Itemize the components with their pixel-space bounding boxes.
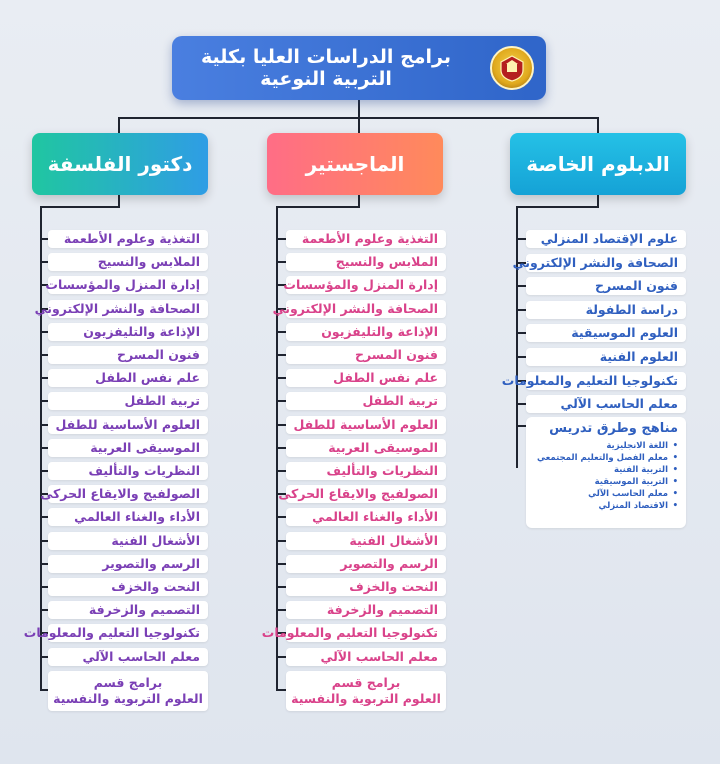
phd-branch-line <box>40 261 48 263</box>
phd-branch-line <box>40 238 48 240</box>
phd-branch-line <box>40 540 48 542</box>
phd-branch-line <box>40 331 48 333</box>
master-program-item: الأشغال الفنية <box>286 532 446 550</box>
phd-program-item: التغذية وعلوم الأطعمة <box>48 230 208 248</box>
master-program-item: معلم الحاسب الآلي <box>286 648 446 666</box>
phd-program-item: الصحافة والنشر الإلكتروني <box>48 300 208 318</box>
diploma-branch-line <box>516 238 526 240</box>
diploma-program-item: معلم الحاسب الآلي <box>526 395 686 413</box>
diploma-program-item: العلوم الفنية <box>526 348 686 366</box>
master-program-item: الأداء والغناء العالمي <box>286 508 446 526</box>
connector-diploma-drop <box>597 117 599 133</box>
phd-program-item: التصميم والزخرفة <box>48 601 208 619</box>
master-branch-line <box>276 238 286 240</box>
master-branch-line <box>276 354 286 356</box>
curricula-list <box>526 440 678 512</box>
phd-program-item: معلم الحاسب الآلي <box>48 648 208 666</box>
heading-phd: دكتور الفلسفة <box>32 133 208 195</box>
master-program-item: الصحافة والنشر الإلكتروني <box>286 300 446 318</box>
phd-last-line2: العلوم التربوية والنفسية <box>53 690 203 706</box>
phd-program-item: فنون المسرح <box>48 346 208 364</box>
phd-program-item: العلوم الأساسية للطفل <box>48 416 208 434</box>
master-program-item: إدارة المنزل والمؤسسات <box>286 276 446 294</box>
curricula-item: • التربية الموسيقية <box>526 476 678 488</box>
heading-master: الماجستير <box>267 133 443 195</box>
diploma-program-item: الصحافة والنشر الإلكتروني <box>526 254 686 272</box>
diploma-branch-line <box>516 285 526 287</box>
master-branch-line <box>276 563 286 565</box>
master-program-item: النظريات والتأليف <box>286 462 446 480</box>
master-branch-line <box>276 261 286 263</box>
diploma-branch-line <box>516 356 526 358</box>
master-program-item-last <box>286 671 446 711</box>
phd-program-item: الإذاعة والتليفزيون <box>48 323 208 341</box>
phd-program-item: الصولفيج والايقاع الحركى <box>48 485 208 503</box>
curricula-item: • التربية الفنية <box>526 464 678 476</box>
master-last-line2: العلوم التربوية والنفسية <box>291 690 441 706</box>
phd-branch-line <box>40 689 48 691</box>
master-program-item: تربية الطفل <box>286 392 446 410</box>
phd-program-item: علم نفس الطفل <box>48 369 208 387</box>
heading-diploma: الدبلوم الخاصة <box>510 133 686 195</box>
phd-program-item: الأشغال الفنية <box>48 532 208 550</box>
diploma-branch-line <box>516 309 526 311</box>
phd-branch-line <box>40 447 48 449</box>
phd-program-item-last <box>48 671 208 711</box>
curricula-title: مناهج وطرق تدريس <box>549 421 678 436</box>
phd-program-item: الأداء والغناء العالمي <box>48 508 208 526</box>
diploma-program-item: فنون المسرح <box>526 277 686 295</box>
phd-branch-line <box>40 516 48 518</box>
master-program-item: الملابس والنسيج <box>286 253 446 271</box>
master-branch-line <box>276 400 286 402</box>
diploma-program-item: العلوم الموسيقية <box>526 324 686 342</box>
university-crest-icon <box>490 46 534 90</box>
connector-master-drop <box>358 117 360 133</box>
phd-branch-line <box>40 400 48 402</box>
master-branch-line <box>276 424 286 426</box>
master-program-item: العلوم الأساسية للطفل <box>286 416 446 434</box>
master-branch-line <box>276 516 286 518</box>
phd-program-item: الموسيقى العربية <box>48 439 208 457</box>
page-title-text: برامج الدراسات العليا بكلية التربية النوعية <box>201 46 451 90</box>
master-program-item: الإذاعة والتليفزيون <box>286 323 446 341</box>
master-program-item: الصولفيج والايقاع الحركى <box>286 485 446 503</box>
master-branch-line <box>276 656 286 658</box>
diploma-spine-extension <box>516 400 518 468</box>
phd-last-line1: برامج قسم <box>93 674 163 690</box>
phd-branch-line <box>40 609 48 611</box>
phd-branch-line <box>40 656 48 658</box>
master-program-item: فنون المسرح <box>286 346 446 364</box>
phd-program-item: إدارة المنزل والمؤسسات <box>48 276 208 294</box>
phd-program-item: تربية الطفل <box>48 392 208 410</box>
master-branch-line <box>276 609 286 611</box>
master-program-item: تكنولوجيا التعليم والمعلومات <box>286 624 446 642</box>
diploma-branch-line <box>516 332 526 334</box>
phd-branch-line <box>40 377 48 379</box>
phd-branch-line <box>40 424 48 426</box>
master-program-item: الرسم والتصوير <box>286 555 446 573</box>
diploma-program-item: دراسة الطفولة <box>526 301 686 319</box>
diploma-heading-bar <box>516 206 599 208</box>
phd-branch-line <box>40 470 48 472</box>
diploma-branch-line <box>516 425 526 427</box>
master-last-line1: برامج قسم <box>331 674 401 690</box>
phd-branch-line <box>40 354 48 356</box>
phd-program-item: الرسم والتصوير <box>48 555 208 573</box>
connector-phd-drop <box>118 117 120 133</box>
phd-heading-bar <box>40 206 120 208</box>
curricula-item: • معلم الفصل والتعليم المجتمعي <box>526 452 678 464</box>
master-branch-line <box>276 331 286 333</box>
diploma-program-item: تكنولوجيا التعليم والمعلومات <box>526 372 686 390</box>
master-branch-line <box>276 377 286 379</box>
curricula-item: • الاقتصاد المنزلي <box>526 500 678 512</box>
phd-program-item: الملابس والنسيج <box>48 253 208 271</box>
master-branch-line <box>276 689 286 691</box>
master-branch-line <box>276 447 286 449</box>
curricula-box <box>526 417 686 528</box>
master-heading-bar <box>276 206 360 208</box>
page-title <box>172 36 546 100</box>
phd-program-item: النظريات والتأليف <box>48 462 208 480</box>
phd-branch-line <box>40 586 48 588</box>
phd-branch-line <box>40 563 48 565</box>
master-branch-line <box>276 540 286 542</box>
curricula-item: • اللغة الانجليزية <box>526 440 678 452</box>
master-program-item: النحت والخزف <box>286 578 446 596</box>
curricula-item: • معلم الحاسب الآلي <box>526 488 678 500</box>
master-program-item: الموسيقى العربية <box>286 439 446 457</box>
master-branch-line <box>276 470 286 472</box>
phd-program-item: تكنولوجيا التعليم والمعلومات <box>48 624 208 642</box>
master-program-item: التصميم والزخرفة <box>286 601 446 619</box>
phd-program-item: النحت والخزف <box>48 578 208 596</box>
master-program-item: علم نفس الطفل <box>286 369 446 387</box>
master-branch-line <box>276 586 286 588</box>
connector-top-stem <box>358 100 360 118</box>
diploma-program-item: علوم الإقتصاد المنزلي <box>526 230 686 248</box>
master-program-item: التغذية وعلوم الأطعمة <box>286 230 446 248</box>
